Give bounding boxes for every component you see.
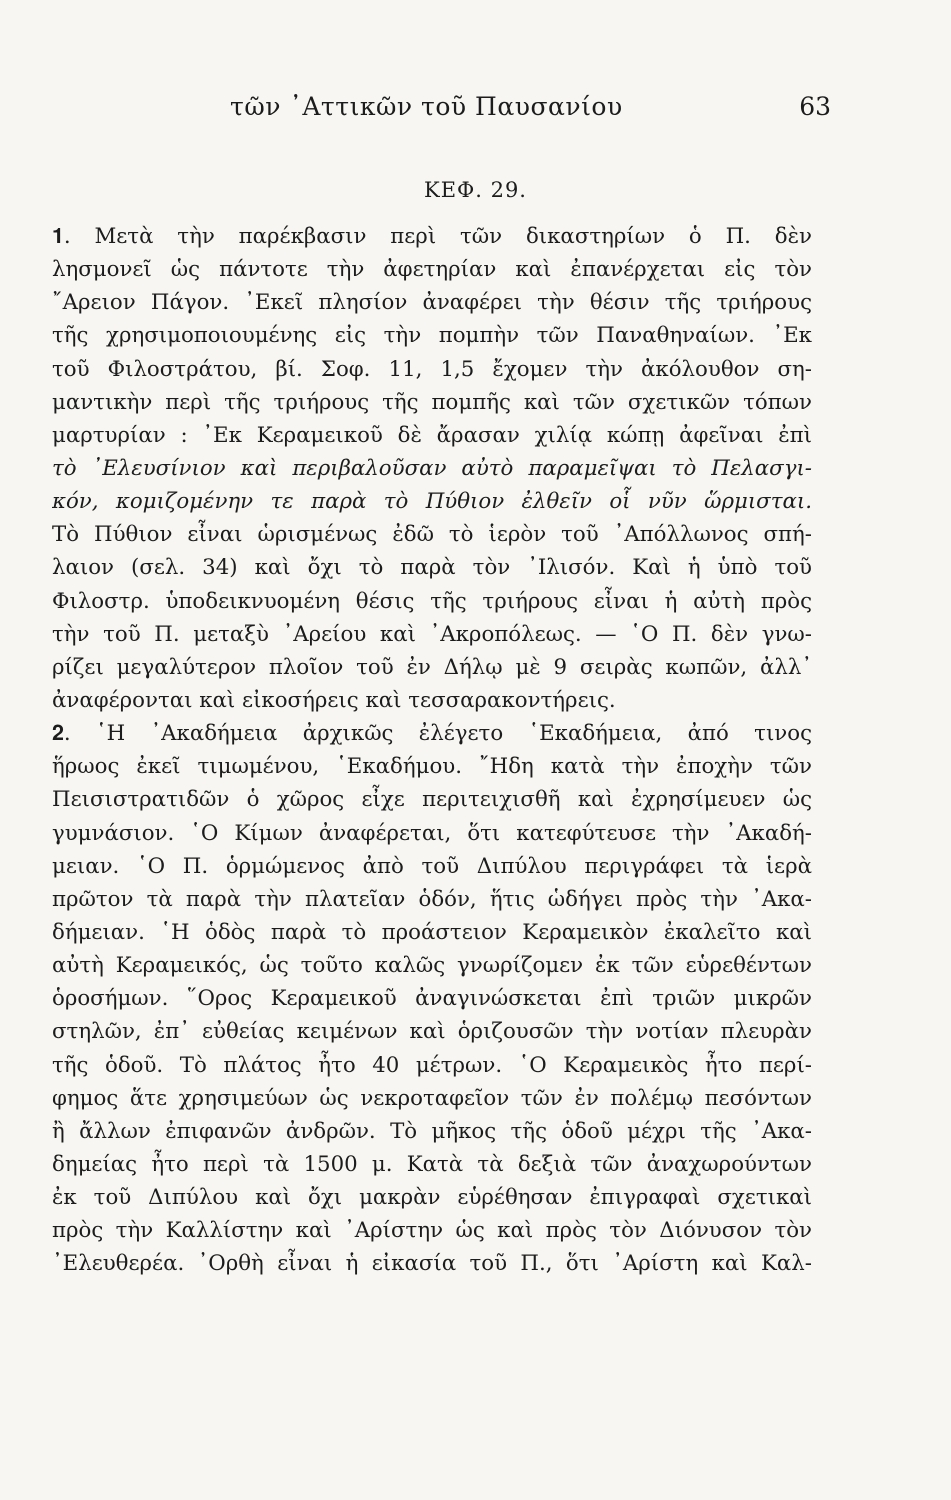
body-text <box>52 220 812 1281</box>
text-line: τῆς ὁδοῦ. Τὸ πλάτος ἦτο 40 μέτρων. ῾Ο Κεραμεικὸς ἦτο περί- <box>52 1052 812 1078</box>
running-title: τῶν ᾿Αττικῶν τοῦ Παυσανίου <box>230 92 623 121</box>
quotation-line: μαρτυρίαν : ᾿Εκ Κεραμεικοῦ δὲ ἄρασαν χιλίᾳ κώπῃ ἀφεῖναι ἐπὶ <box>52 422 812 448</box>
quotation-line: κόν, κομιζομένην τε παρὰ τὸ Πύθιον ἐλθεῖν οἷ νῦν ὥρμισται. <box>52 489 812 515</box>
text-line: 𝟐. ῾Η ᾿Ακαδήμεια ἀρχικῶς ἐλέγετο ῾Εκαδήμεια, ἀπό τινος <box>52 721 812 747</box>
text-line: ἀναφέρονται καὶ εἰκοσήρεις καὶ τεσσαρακοντήρεις. <box>52 687 616 713</box>
text-line: ἢ ἄλλων ἐπιφανῶν ἀνδρῶν. Τὸ μῆκος τῆς ὁδοῦ μέχρι τῆς ᾿Ακα- <box>52 1118 812 1144</box>
text-line: στηλῶν, ἐπ᾿ εὐθείας κειμένων καὶ ὁριζουσῶν τὴν νοτίαν πλευρὰν <box>52 1019 812 1045</box>
text-line: ἥρωος ἐκεῖ τιμωμένου, ῾Εκαδήμου. ῎Ηδη κατὰ τὴν ἐποχὴν τῶν <box>52 754 812 780</box>
text-line: ὁροσήμων. ῞Ορος Κεραμεικοῦ ἀναγινώσκεται ἐπὶ τριῶν μικρῶν <box>52 986 812 1012</box>
text-line: τὴν τοῦ Π. μεταξὺ ᾿Αρείου καὶ ᾿Ακροπόλεως. — ῾Ο Π. δὲν γνω- <box>52 621 812 647</box>
running-head <box>0 92 951 132</box>
text-line: Πεισιστρατιδῶν ὁ χῶρος εἶχε περιτειχισθῆ καὶ ἐχρησίμευεν ὡς <box>52 787 812 813</box>
chapter-heading: ΚΕΦ. 29. <box>424 178 527 202</box>
text-line: πρὸς τὴν Καλλίστην καὶ ᾿Αρίστην ὡς καὶ πρὸς τὸν Διόνυσον τὸν <box>52 1218 812 1244</box>
paragraph-2 <box>52 717 812 1280</box>
text-line: ρίζει μεγαλύτερον πλοῖον τοῦ ἐν Δήλῳ μὲ 9 σειρὰς κωπῶν, ἀλλ᾿ <box>52 654 812 680</box>
text-line: λησμονεῖ ὡς πάντοτε τὴν ἀφετηρίαν καὶ ἐπανέρχεται εἰς τὸν <box>52 257 812 283</box>
text-line: γυμνάσιον. ῾Ο Κίμων ἀναφέρεται, ὅτι κατεφύτευσε τὴν ᾿Ακαδή- <box>52 820 812 846</box>
paragraph-1 <box>52 220 812 717</box>
text-line: δήμειαν. ῾Η ὁδὸς παρὰ τὸ προάστειον Κεραμεικὸν ἐκαλεῖτο καὶ <box>52 919 812 945</box>
quotation-line: τὸ ᾿Ελευσίνιον καὶ περιβαλοῦσαν αὐτὸ παραμεῖψαι τὸ Πελασγι- <box>52 455 812 481</box>
text-line: Τὸ Πύθιον εἶναι ὡρισμένως ἐδῶ τὸ ἱερὸν τοῦ ᾿Απόλλωνος σπή- <box>52 522 812 548</box>
text-line: φημος ἅτε χρησιμεύων ὡς νεκροταφεῖον τῶν ἐν πολέμῳ πεσόντων <box>52 1085 812 1111</box>
page-number: 63 <box>799 92 831 121</box>
text-line: αὐτὴ Κεραμεικός, ὡς τοῦτο καλῶς γνωρίζομεν ἐκ τῶν εὑρεθέντων <box>52 953 812 979</box>
text-line: Φιλοστρ. ὑποδεικνυομένη θέσις τῆς τριήρους εἶναι ἡ αὐτὴ πρὸς <box>52 588 812 614</box>
text-line: μαντικὴν περὶ τῆς τριήρους τῆς πομπῆς καὶ τῶν σχετικῶν τόπων <box>52 389 812 415</box>
text-line: ῎Αρειον Πάγον. ᾿Εκεῖ πλησίον ἀναφέρει τὴν θέσιν τῆς τριήρους <box>52 290 812 316</box>
text-line: ᾿Ελευθερέα. ᾿Ορθὴ εἶναι ἡ εἰκασία τοῦ Π., ὅτι ᾿Αρίστη καὶ Καλ- <box>52 1251 812 1277</box>
text-line: τῆς χρησιμοποιουμένης εἰς τὴν πομπὴν τῶν Παναθηναίων. ᾿Εκ <box>52 323 812 349</box>
text-line: δημείας ἦτο περὶ τὰ 1500 μ. Κατὰ τὰ δεξιὰ τῶν ἀναχωρούντων <box>52 1151 812 1177</box>
text-line: λαιον (σελ. 34) καὶ ὄχι τὸ παρὰ τὸν ᾿Ιλισόν. Καὶ ἡ ὑπὸ τοῦ <box>52 555 812 581</box>
text-line: τοῦ Φιλοστράτου, βί. Σοφ. 11, 1,5 ἔχομεν τὴν ἀκόλουθον ση- <box>52 356 812 382</box>
text-line: 𝟏. Μετὰ τὴν παρέκβασιν περὶ τῶν δικαστηρίων ὁ Π. δὲν <box>52 224 812 249</box>
text-line: πρῶτον τὰ παρὰ τὴν πλατεῖαν ὁδόν, ἥτις ὡδήγει πρὸς τὴν ᾿Ακα- <box>52 886 812 912</box>
text-line: ἐκ τοῦ Διπύλου καὶ ὄχι μακρὰν εὑρέθησαν ἐπιγραφαὶ σχετικαὶ <box>52 1185 812 1211</box>
text-line: μειαν. ῾Ο Π. ὁρμώμενος ἀπὸ τοῦ Διπύλου περιγράφει τὰ ἱερὰ <box>52 853 812 879</box>
